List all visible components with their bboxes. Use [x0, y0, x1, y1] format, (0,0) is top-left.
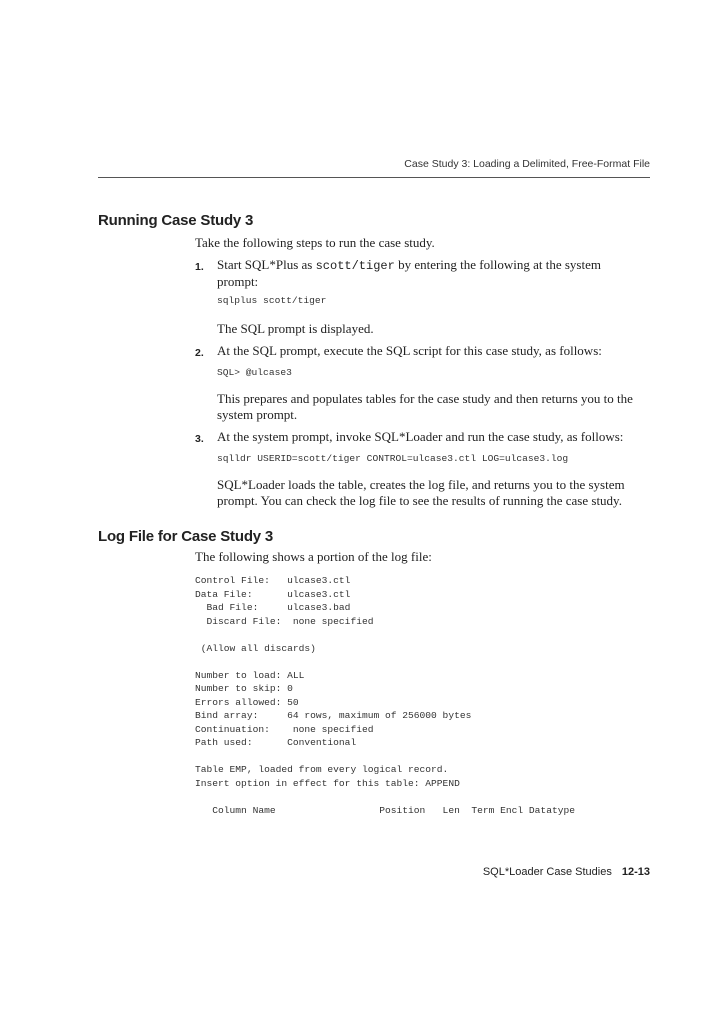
command-line: SQL> @ulcase3 [217, 367, 292, 378]
running-header: Case Study 3: Loading a Delimited, Free-Format File [404, 158, 650, 170]
step-text: At the system prompt, invoke SQL*Loader and run the case study, as follows: [217, 429, 624, 444]
page-number: 12-13 [621, 866, 650, 878]
step-1 [195, 257, 640, 290]
step-result: This prepares and populates tables for the case study and then returns you to the system prompt. [217, 391, 633, 422]
footer-title: SQL*Loader Case Studies [482, 866, 612, 878]
step-number: 2. [195, 347, 204, 359]
step-number: 1. [195, 261, 204, 273]
step-result: The SQL prompt is displayed. [217, 321, 374, 336]
step-2 [195, 343, 640, 359]
section-intro-running: Take the following steps to run the case study. [195, 235, 435, 250]
command-line: sqlldr USERID=scott/tiger CONTROL=ulcase3.ctl LOG=ulcase3.log [217, 453, 569, 464]
log-file-excerpt: Control File: ulcase3.ctl Data File: ulcase3.ctl Bad File: ulcase3.bad Discard File: none specified (Allow all discards) Number to load: ALL Number to skip: 0 Errors allowed: 50 Bind array: 64 rows, maximum of 256000 bytes Continuation: none specified Path used: Conventional Table EMP, loaded from every logical record. Insert option in effect for this table: APPEND Column Name Position Len Term Encl Datatype [195, 575, 575, 816]
step-text: At the SQL prompt, execute the SQL script for this case study, as follows: [217, 343, 602, 358]
step-result: SQL*Loader loads the table, creates the log file, and returns you to the system prompt. You can check the log file to see the results of running the case study. [217, 477, 625, 508]
section-heading-running: Running Case Study 3 [98, 212, 254, 229]
step-3 [195, 429, 640, 445]
step-text: Start SQL*Plus as scott/tiger by entering the following at the system prompt: [217, 257, 601, 289]
section-heading-log: Log File for Case Study 3 [98, 528, 274, 545]
inline-code: scott/tiger [315, 259, 395, 273]
page-footer [483, 866, 650, 878]
command-line: sqlplus scott/tiger [217, 295, 327, 306]
step-number: 3. [195, 433, 204, 445]
header-rule [98, 177, 650, 178]
section-intro-log: The following shows a portion of the log file: [195, 549, 432, 564]
